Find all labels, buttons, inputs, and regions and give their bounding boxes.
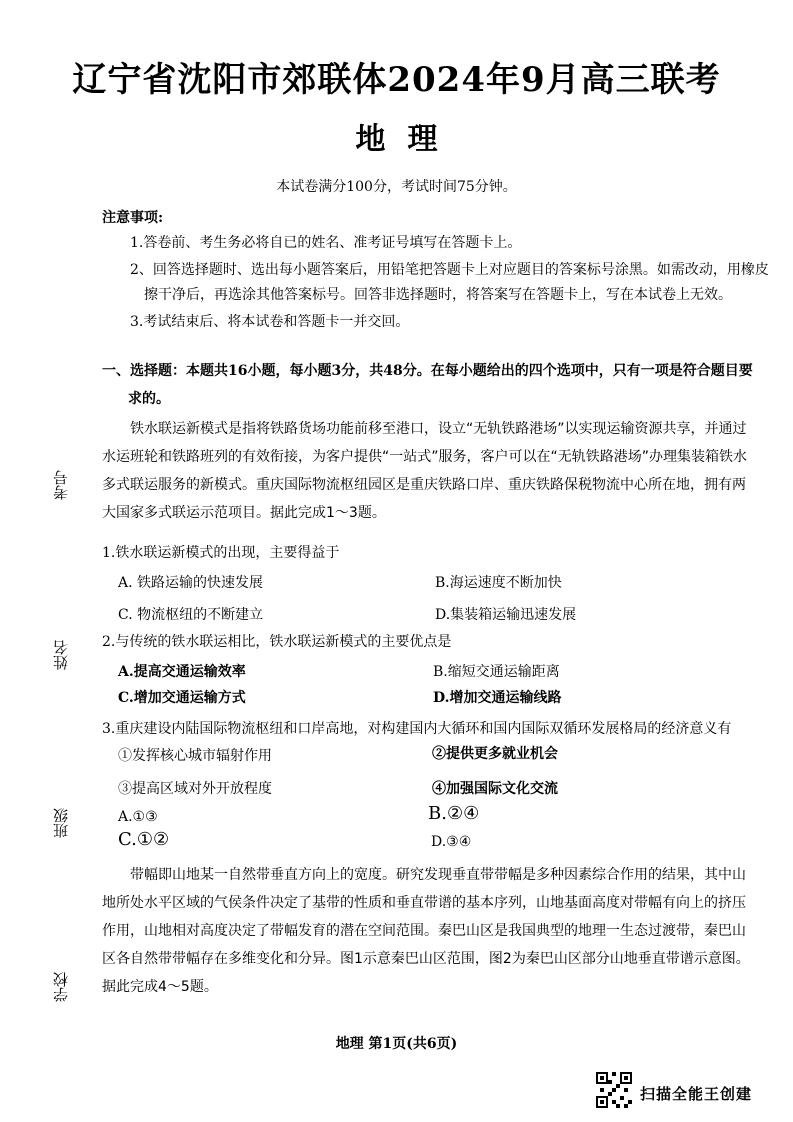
- question-3-option-c: C.①②: [118, 829, 170, 850]
- question-2-option-a: A.提高交通运输效率: [118, 664, 246, 680]
- question-2-option-d: D.增加交通运输线路: [433, 690, 562, 706]
- question-1-option-a: A. 铁路运输的快速发展: [118, 575, 264, 591]
- scanner-watermark: 扫描全能王创建: [640, 1085, 753, 1103]
- question-1-option-b: B.海运速度不断加快: [435, 575, 562, 591]
- side-label-exam-number: 考号: [52, 470, 70, 500]
- question-1-stem: 1.铁水联运新模式的出现，主要得益于: [102, 545, 340, 561]
- qr-code-icon: [596, 1072, 632, 1108]
- page-footer: 地理 第1页(共6页): [335, 1036, 458, 1052]
- question-3-statement-1: ①发挥核心城市辐射作用: [118, 748, 272, 764]
- passage-2: [102, 861, 762, 1001]
- passage-1: [102, 415, 762, 527]
- subject-title: 地理: [355, 122, 460, 157]
- question-3-statement-2: ②提供更多就业机会: [432, 746, 558, 762]
- question-1-option-c: C. 物流枢纽的不断建立: [118, 607, 264, 623]
- question-3-option-b: B.②④: [428, 803, 480, 824]
- passage-2-line: 带幅即山地某一自然带垂直方向上的宽度。研究发现垂直带带幅是多种因素综合作用的结果，其中山: [130, 867, 746, 883]
- section-1-heading-line-2: 求的。: [128, 391, 170, 407]
- side-label-school: 学校: [52, 972, 70, 1002]
- passage-2-line: 地所处水平区域的气侯条件决定了基带的性质和垂直带谱的基本序列，山地基面高度对带幅有向上的挤压: [102, 895, 746, 911]
- question-3-stem: 3.重庆建设内陆国际物流枢纽和口岸高地，对构建国内大循环和国内国际双循环发展格局的经济意义有: [102, 721, 732, 737]
- exam-info: 本试卷满分100分，考试时间75分钟。: [276, 179, 517, 195]
- exam-title: 辽宁省沈阳市郊联体2024年9月高三联考: [72, 60, 721, 100]
- passage-1-line: 铁水联运新模式是指将铁路货场功能前移至港口，设立“无轨铁路港场”以实现运输资源共享，并通过: [130, 421, 747, 437]
- passage-2-line: 作用，山地相对高度决定了带幅发育的潜在空间范围。秦巴山区是我国典型的地理一生态过渡带，秦巴山: [102, 923, 746, 939]
- question-1-option-d: D.集装箱运输迅速发展: [435, 607, 577, 623]
- passage-2-line: 据此完成4～5题。: [102, 979, 218, 995]
- passage-2-line: 区各自然带带幅存在多维变化和分异。图1示意秦巴山区范围，图2为秦巴山区部分山地垂直带谱示意图。: [102, 951, 750, 967]
- passage-1-line: 大国家多式联运示范项目。据此完成1～3题。: [102, 505, 386, 521]
- question-3-statement-4: ④加强国际文化交流: [432, 781, 558, 797]
- side-label-name: 姓名: [52, 640, 70, 670]
- question-3-option-d: D.③④: [431, 834, 472, 850]
- notice-item-2-line-2: 擦干净后，再选涂其他答案标号。回答非选择题时，将答案写在答题卡上，写在本试卷上无效。: [144, 287, 732, 303]
- section-1-heading-line-1: 一、选择题：本题共16小题，每小题3分，共48分。在每小题给出的四个选项中，只有一项是符合题目要: [102, 363, 753, 379]
- notice-item-2-line-1: 2、回答选择题时、选出每小题答案后，用铅笔把答题卡上对应题目的答案标号涂黑。如需改动，用橡皮: [130, 262, 769, 278]
- side-label-class: 班级: [52, 808, 70, 838]
- notice-heading: 注意事项:: [102, 210, 164, 226]
- passage-1-line: 多式联运服务的新模式。重庆国际物流枢纽园区是重庆铁路口岸、重庆铁路保税物流中心所在地，拥有两: [102, 477, 746, 493]
- question-2-option-c: C.增加交通运输方式: [118, 690, 246, 706]
- notice-item-3: 3.考试结束后、将本试卷和答题卡一并交回。: [130, 314, 410, 330]
- passage-1-line: 水运班轮和铁路班列的有效衔接，为客户提供“一站式”服务，客户可以在“无轨铁路港场”办理集装箱铁水: [102, 449, 748, 465]
- question-3-option-a: A.①③: [118, 809, 158, 825]
- notice-item-1: 1.答卷前、考生务必将自已的姓名、准考证号填写在答题卡上。: [130, 235, 522, 251]
- question-2-stem: 2.与传统的铁水联运相比，铁水联运新模式的主要优点是: [102, 634, 452, 650]
- question-3-statement-3: ③提高区域对外开放程度: [118, 781, 272, 797]
- question-2-option-b: B.缩短交通运输距离: [433, 664, 560, 680]
